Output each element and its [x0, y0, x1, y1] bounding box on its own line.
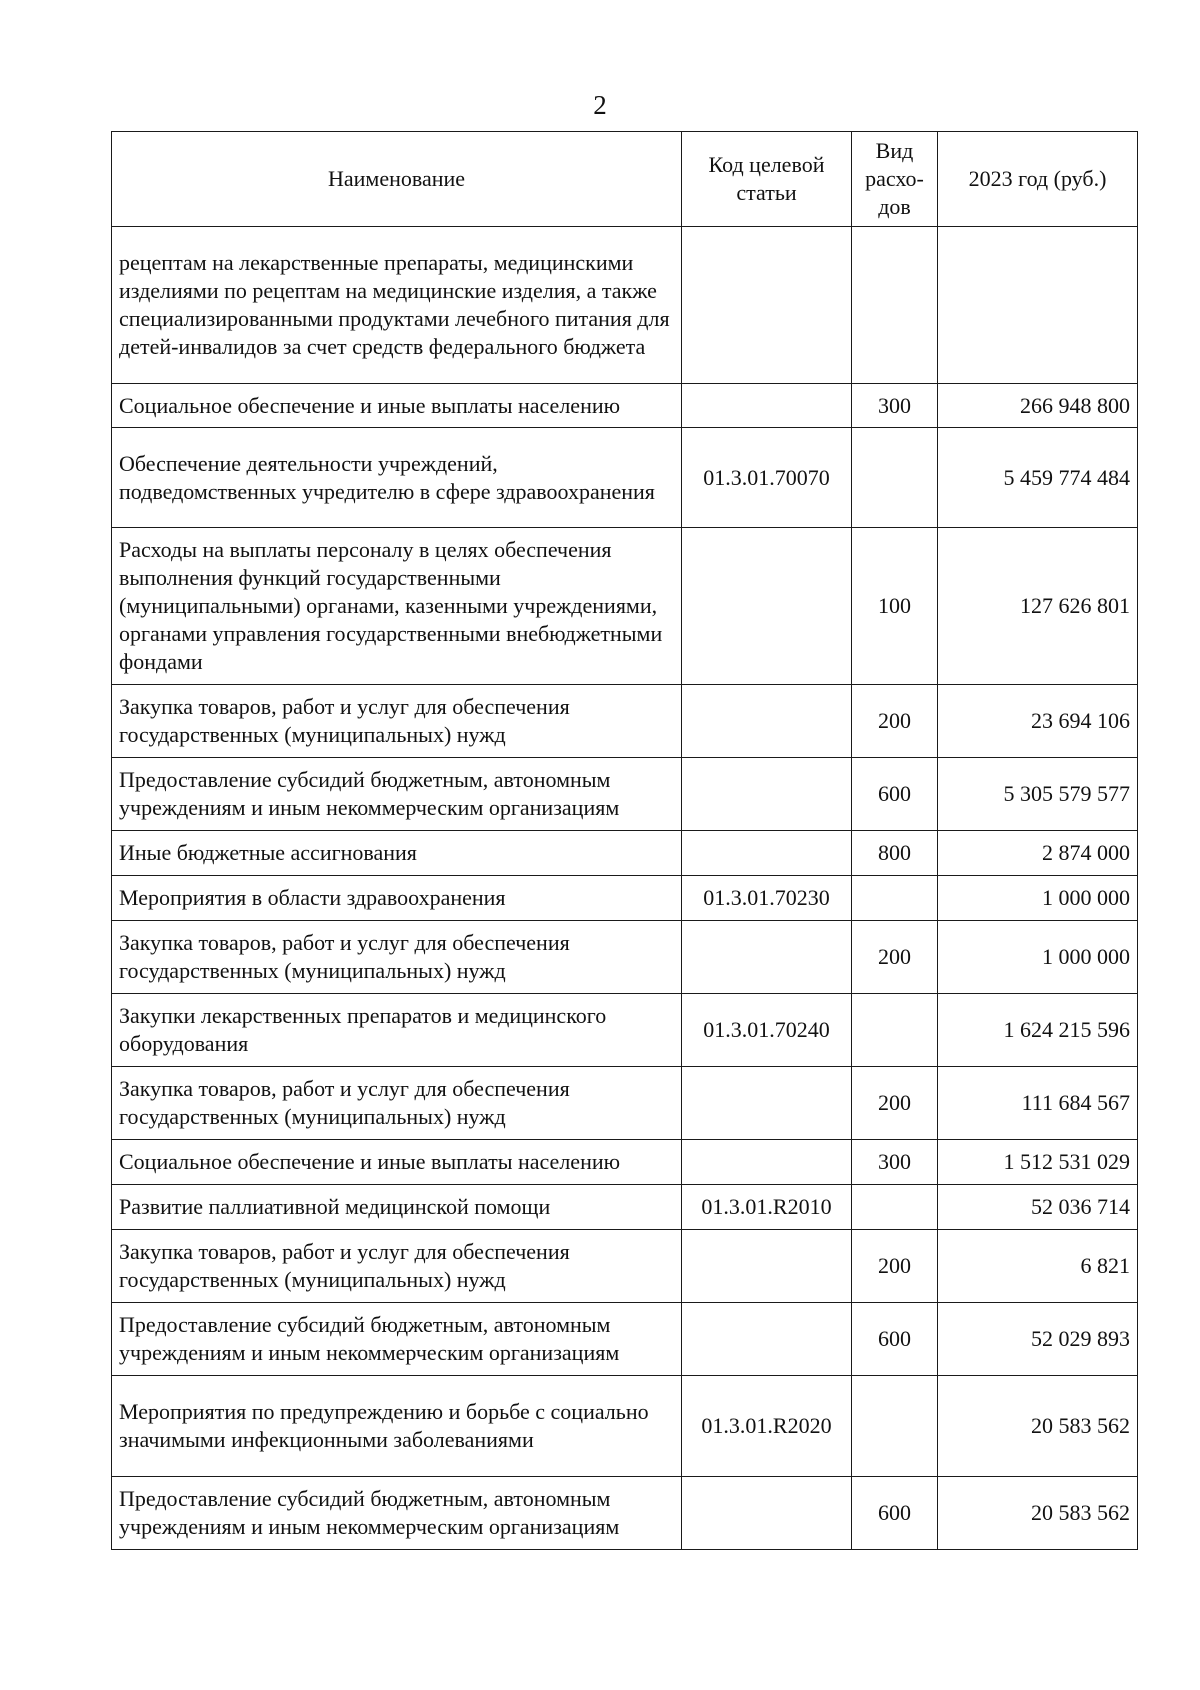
- row-amount: 1 000 000: [938, 876, 1138, 921]
- row-amount: 52 029 893: [938, 1303, 1138, 1376]
- row-code: [682, 1303, 852, 1376]
- row-kind: 300: [852, 1140, 938, 1185]
- row-code: [682, 1230, 852, 1303]
- table-row: [112, 1140, 1138, 1185]
- row-kind: [852, 428, 938, 528]
- row-amount: 1 000 000: [938, 921, 1138, 994]
- row-amount: 266 948 800: [938, 384, 1138, 428]
- row-kind: [852, 227, 938, 384]
- row-kind: [852, 1185, 938, 1230]
- row-name: Закупка товаров, работ и услуг для обеспечения государственных (муниципальных) нужд: [112, 1230, 682, 1303]
- row-name: Социальное обеспечение и иные выплаты населению: [112, 384, 682, 428]
- row-amount: 2 874 000: [938, 831, 1138, 876]
- row-name: Предоставление субсидий бюджетным, автономным учреждениям и иным некоммерческим организациям: [112, 1303, 682, 1376]
- row-kind: 200: [852, 1230, 938, 1303]
- table-row: [112, 1185, 1138, 1230]
- table-row: [112, 685, 1138, 758]
- row-amount: 111 684 567: [938, 1067, 1138, 1140]
- table-row: [112, 921, 1138, 994]
- table-row: [112, 876, 1138, 921]
- row-name: Расходы на выплаты персоналу в целях обеспечения выполнения функций государственными (муниципальными) органами, казенными учреждениями, органами управления государственными внебюджетными фондами: [112, 528, 682, 685]
- table-row: [112, 831, 1138, 876]
- row-code: [682, 384, 852, 428]
- row-code: [682, 685, 852, 758]
- row-kind: 600: [852, 1303, 938, 1376]
- row-name: Развитие паллиативной медицинской помощи: [112, 1185, 682, 1230]
- row-code: [682, 1477, 852, 1550]
- row-code: [682, 1140, 852, 1185]
- row-kind: 600: [852, 758, 938, 831]
- row-name: Предоставление субсидий бюджетным, автономным учреждениям и иным некоммерческим организациям: [112, 758, 682, 831]
- table-row: [112, 994, 1138, 1067]
- table-header-row: [112, 132, 1138, 227]
- row-code: [682, 1067, 852, 1140]
- page-number: 2: [593, 90, 607, 120]
- row-code: [682, 921, 852, 994]
- row-amount: 1 624 215 596: [938, 994, 1138, 1067]
- table-row: [112, 758, 1138, 831]
- row-code: 01.3.01.70240: [682, 994, 852, 1067]
- row-name: Предоставление субсидий бюджетным, автономным учреждениям и иным некоммерческим организациям: [112, 1477, 682, 1550]
- row-code: 01.3.01.70070: [682, 428, 852, 528]
- row-code: [682, 831, 852, 876]
- row-name: Закупки лекарственных препаратов и медицинского оборудования: [112, 994, 682, 1067]
- row-amount: [938, 227, 1138, 384]
- row-kind: 600: [852, 1477, 938, 1550]
- row-name: Обеспечение деятельности учреждений, подведомственных учредителю в сфере здравоохранения: [112, 428, 682, 528]
- row-kind: 800: [852, 831, 938, 876]
- row-amount: 52 036 714: [938, 1185, 1138, 1230]
- row-amount: 20 583 562: [938, 1376, 1138, 1477]
- row-amount: 127 626 801: [938, 528, 1138, 685]
- budget-table: [111, 131, 1138, 1550]
- header-code: Код целевой статьи: [682, 132, 852, 227]
- table-row: [112, 428, 1138, 528]
- row-code: [682, 528, 852, 685]
- row-name: Мероприятия по предупреждению и борьбе с социально значимыми инфекционными заболеваниями: [112, 1376, 682, 1477]
- table-row: [112, 528, 1138, 685]
- row-kind: [852, 994, 938, 1067]
- header-amount: 2023 год (руб.): [938, 132, 1138, 227]
- row-kind: 200: [852, 1067, 938, 1140]
- row-name: Иные бюджетные ассигнования: [112, 831, 682, 876]
- row-amount: 1 512 531 029: [938, 1140, 1138, 1185]
- row-kind: 200: [852, 921, 938, 994]
- row-kind: 300: [852, 384, 938, 428]
- table-row: [112, 384, 1138, 428]
- row-kind: [852, 1376, 938, 1477]
- row-name: рецептам на лекарственные препараты, медицинскими изделиями по рецептам на медицинские изделия, а также специализированными продуктами лечебного питания для детей-инвалидов за счет средств федерального бюджета: [112, 227, 682, 384]
- row-kind: 100: [852, 528, 938, 685]
- row-code: [682, 758, 852, 831]
- header-kind: Вид расхо-дов: [852, 132, 938, 227]
- row-name: Закупка товаров, работ и услуг для обеспечения государственных (муниципальных) нужд: [112, 1067, 682, 1140]
- row-amount: 20 583 562: [938, 1477, 1138, 1550]
- row-name: Закупка товаров, работ и услуг для обеспечения государственных (муниципальных) нужд: [112, 921, 682, 994]
- row-name: Мероприятия в области здравоохранения: [112, 876, 682, 921]
- table-row: [112, 1477, 1138, 1550]
- header-name: Наименование: [112, 132, 682, 227]
- table-row: [112, 1376, 1138, 1477]
- row-name: Закупка товаров, работ и услуг для обеспечения государственных (муниципальных) нужд: [112, 685, 682, 758]
- table-row: [112, 1230, 1138, 1303]
- row-amount: 5 459 774 484: [938, 428, 1138, 528]
- row-code: 01.3.01.R2020: [682, 1376, 852, 1477]
- table-row: [112, 1303, 1138, 1376]
- row-kind: [852, 876, 938, 921]
- row-code: 01.3.01.R2010: [682, 1185, 852, 1230]
- row-name: Социальное обеспечение и иные выплаты населению: [112, 1140, 682, 1185]
- row-amount: 23 694 106: [938, 685, 1138, 758]
- row-amount: 6 821: [938, 1230, 1138, 1303]
- row-amount: 5 305 579 577: [938, 758, 1138, 831]
- table-row: [112, 1067, 1138, 1140]
- row-code: 01.3.01.70230: [682, 876, 852, 921]
- row-kind: 200: [852, 685, 938, 758]
- table-row: [112, 227, 1138, 384]
- row-code: [682, 227, 852, 384]
